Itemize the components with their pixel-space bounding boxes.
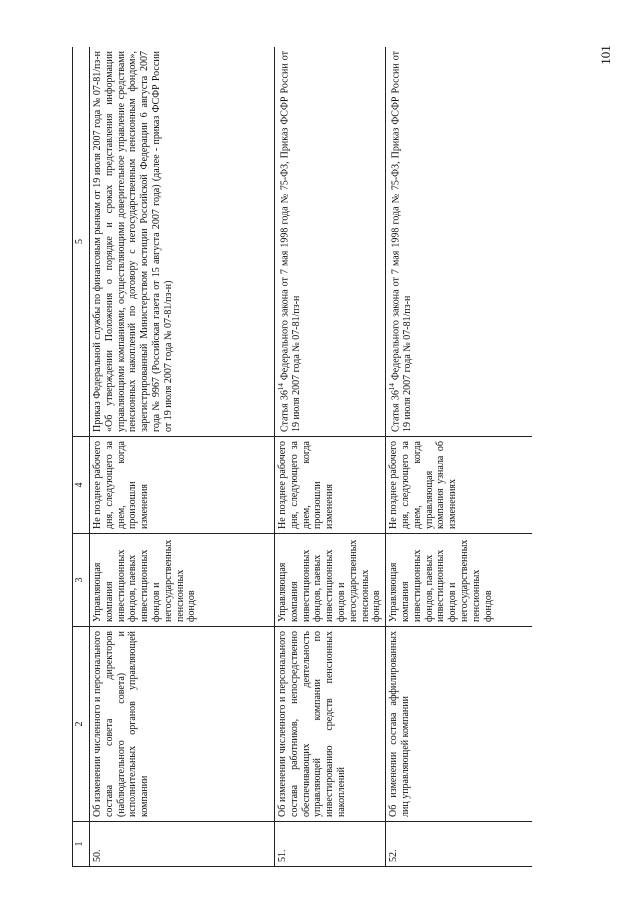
responsible-party: Управляющая компания инвестиционных фондов, паевых инвестиционных фондов и негосударственных пенсионных фондов	[275, 534, 386, 627]
info-subject: Об изменении численного и персонального состава совета директоров (наблюдательного совета) и исполнительных органов управляющей компании	[90, 627, 275, 822]
table-row	[90, 47, 275, 867]
legal-basis: Приказ Федеральной службы по финансовым рынкам от 19 июля 2007 года № 07-81/пз-н «Об утверждении Положения о порядке и сроках представления информации управляющими компаниями, осуществляющими доверительное управление средствами пенсионных накоплений по договору с негосударственным пенсионным фондом», зарегистрированный Министерством юстиции Российской Федерации 6 августа 2007 года № 9967 (Российская газета от 15 августа 2007 года) (далее - приказ ФСФР России от 19 июля 2007 года № 07-81/пз-н)	[90, 47, 275, 437]
deadline: Не позднее рабочего дня, следующего за днем, когда произошли изменения	[275, 437, 386, 534]
page-number	[598, 40, 614, 70]
legal-basis-rest: Федерального закона от 7 мая 1998 года № 75-ФЗ, Приказ ФСФР России от 19 июля 2007 года № 07-81/пз-н	[279, 51, 303, 432]
legal-basis	[386, 47, 532, 437]
info-subject: Об изменении состава аффилированных лиц управляющей компании	[386, 627, 532, 822]
header-cell: 2	[73, 627, 90, 822]
responsible-party: Управляющая компания инвестиционных фондов, паевых инвестиционных фондов и негосударственных пенсионных фондов	[90, 534, 275, 627]
legal-basis-superscript: 14	[388, 383, 397, 391]
deadline: Не позднее рабочего дня, следующего за днем, когда произошли изменения	[90, 437, 275, 534]
page-number-text: 101	[598, 45, 613, 65]
deadline: Не позднее рабочего дня, следующего за днем, когда управляющая компания узнала об изменениях	[386, 437, 532, 534]
row-number: 52.	[386, 822, 532, 867]
regulation-table	[72, 47, 532, 867]
table-row	[386, 47, 532, 867]
table-sheet	[72, 47, 532, 867]
header-cell: 1	[73, 822, 90, 867]
header-row	[73, 47, 90, 867]
row-number: 50.	[90, 822, 275, 867]
header-cell: 3	[73, 534, 90, 627]
responsible-party: Управляющая компания инвестиционных фондов, паевых инвестиционных фондов и негосударственных пенсионных фондов	[386, 534, 532, 627]
info-subject: Об изменении численного и персонального состава работников, непосредственно обеспечивающих деятельность управляющей компании по инвестированию средств пенсионных накоплений	[275, 627, 386, 822]
legal-basis-superscript: 14	[277, 383, 285, 391]
rotated-table-area	[72, 47, 532, 867]
header-cell: 4	[73, 437, 90, 534]
legal-basis-article: Статья 36	[279, 390, 291, 432]
legal-basis	[275, 47, 386, 437]
table-row	[275, 47, 386, 867]
legal-basis-article: Статья 36	[390, 390, 402, 432]
row-number: 51.	[275, 822, 386, 867]
header-cell: 5	[73, 47, 90, 437]
legal-basis-rest: Федерального закона от 7 мая 1998 года № 75-ФЗ, Приказ ФСФР России от 19 июля 2007 года № 07-81/пз-н	[390, 51, 414, 432]
